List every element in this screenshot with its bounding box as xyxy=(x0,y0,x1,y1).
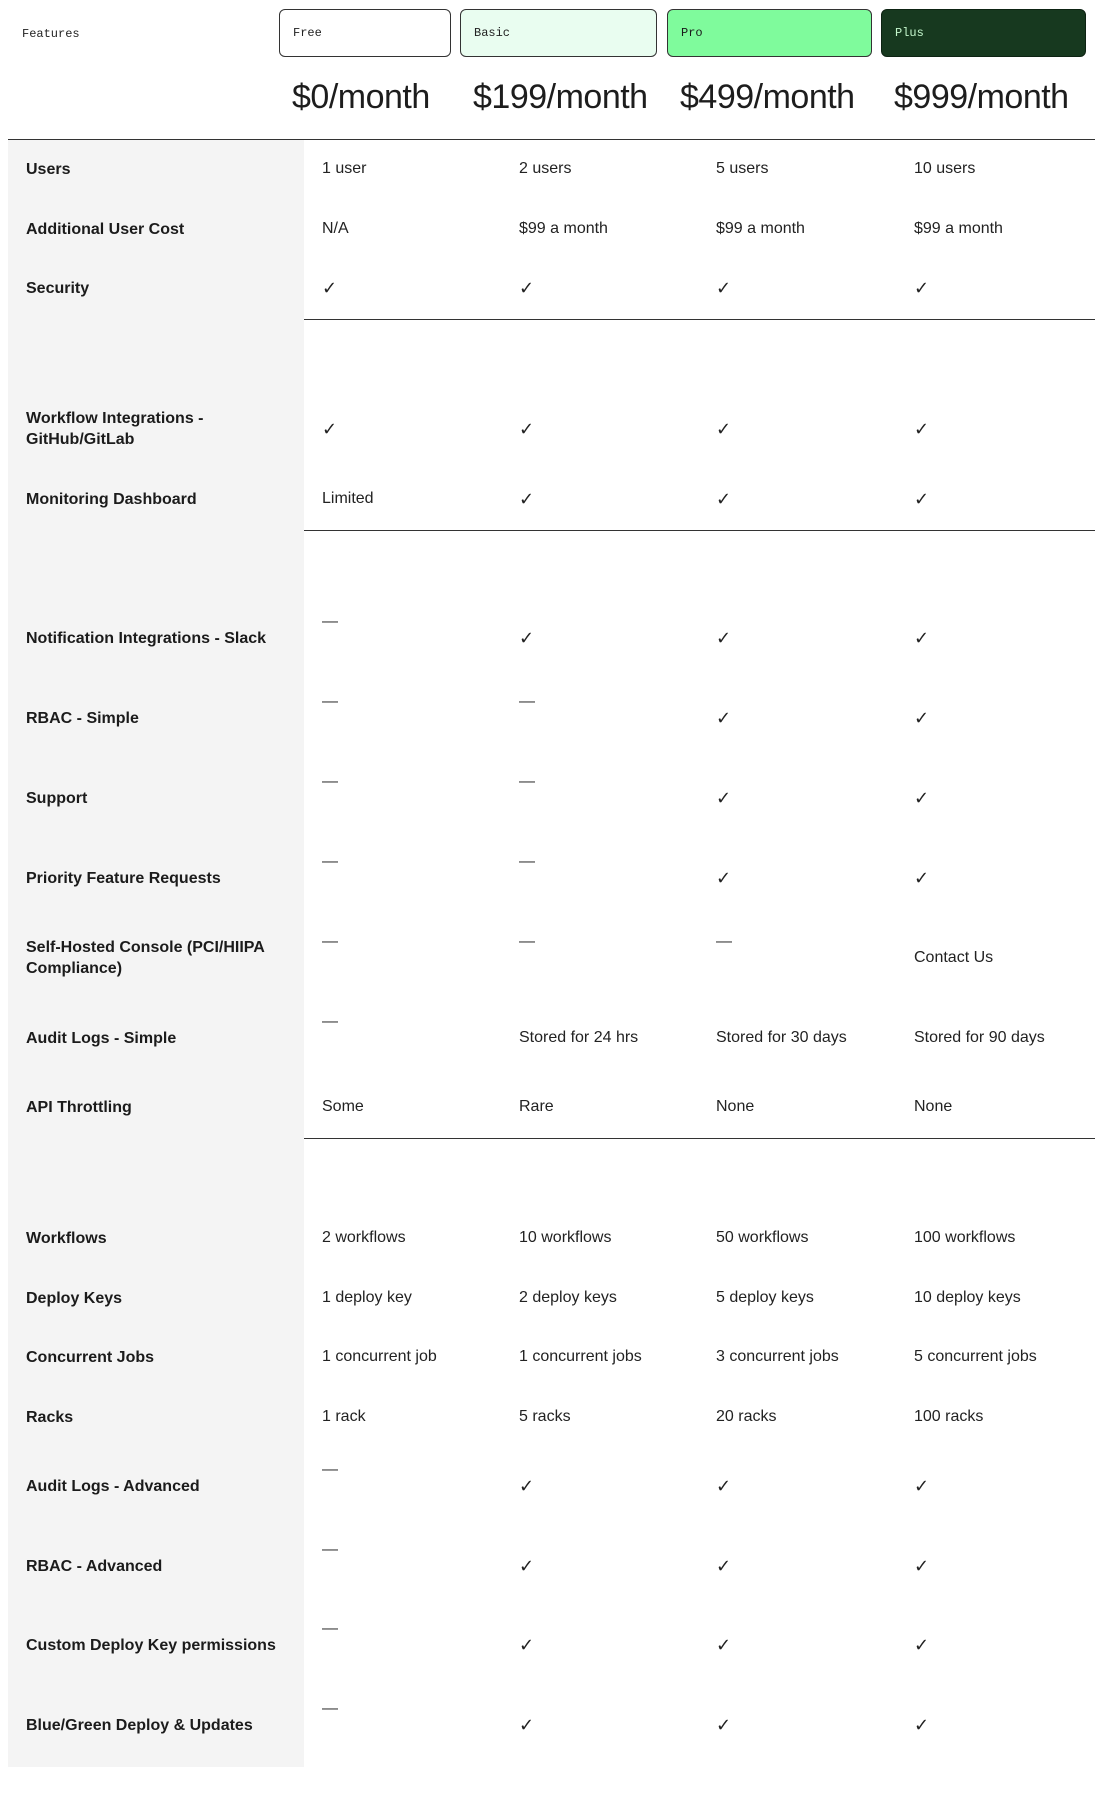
check-icon: ✓ xyxy=(716,278,732,298)
check-icon: ✓ xyxy=(519,1476,535,1496)
cell-pro: 5 users xyxy=(716,160,769,177)
cell-plus: None xyxy=(914,1098,953,1115)
plan-free-button[interactable]: Free xyxy=(279,9,451,57)
feature-label: Audit Logs - Simple xyxy=(26,1029,177,1047)
check-icon: ✓ xyxy=(716,489,732,509)
dash-icon: — xyxy=(322,1541,338,1558)
check-icon: ✓ xyxy=(322,419,338,439)
feature-label: RBAC - Advanced xyxy=(26,1557,163,1575)
cell-free: 1 rack xyxy=(322,1408,366,1425)
feature-label: Audit Logs - Advanced xyxy=(26,1477,200,1495)
check-icon: ✓ xyxy=(716,708,732,728)
check-icon: ✓ xyxy=(519,489,535,509)
check-icon: ✓ xyxy=(716,1635,732,1655)
cell-pro: 5 deploy keys xyxy=(716,1289,814,1306)
check-icon: ✓ xyxy=(322,278,338,298)
features-column-label: Features xyxy=(22,27,80,41)
check-icon: ✓ xyxy=(914,1556,930,1576)
feature-label: Priority Feature Requests xyxy=(26,869,221,887)
check-icon: ✓ xyxy=(716,1556,732,1576)
check-icon: ✓ xyxy=(716,1715,732,1735)
check-icon: ✓ xyxy=(914,1476,930,1496)
cell-pro: Stored for 30 days xyxy=(716,1029,847,1046)
dash-icon: — xyxy=(519,933,535,950)
check-icon: ✓ xyxy=(914,868,930,888)
cell-basic: 5 racks xyxy=(519,1408,571,1425)
cell-free: 1 user xyxy=(322,160,367,177)
check-icon: ✓ xyxy=(716,419,732,439)
cell-pro: None xyxy=(716,1098,755,1115)
dash-icon: — xyxy=(322,773,338,790)
cell-pro: 20 racks xyxy=(716,1408,777,1425)
feature-label: Custom Deploy Key permissions xyxy=(26,1636,276,1654)
feature-label: Additional User Cost xyxy=(26,220,185,238)
cell-plus: 100 racks xyxy=(914,1408,984,1425)
dash-icon: — xyxy=(322,1461,338,1478)
plan-basic-button[interactable]: Basic xyxy=(460,9,657,57)
cell-free: N/A xyxy=(322,220,349,237)
check-icon: ✓ xyxy=(519,628,535,648)
cell-plus: $99 a month xyxy=(914,220,1003,237)
feature-label: Workflow Integrations - GitHub/GitLab xyxy=(26,410,204,448)
price-plus: $999/month xyxy=(894,78,1069,116)
plan-plus-button[interactable]: Plus xyxy=(881,9,1086,57)
cell-basic: $99 a month xyxy=(519,220,608,237)
feature-label: Security xyxy=(26,279,90,297)
cell-plus: 100 workflows xyxy=(914,1229,1016,1246)
feature-label: Monitoring Dashboard xyxy=(26,490,197,508)
feature-label: RBAC - Simple xyxy=(26,709,139,727)
cell-basic: Stored for 24 hrs xyxy=(519,1029,639,1046)
dash-icon: — xyxy=(322,1700,338,1717)
check-icon: ✓ xyxy=(519,278,535,298)
dash-icon: — xyxy=(519,853,535,870)
cell-pro: 50 workflows xyxy=(716,1229,809,1246)
cell-plus: Contact Us xyxy=(914,949,994,966)
cell-free: 1 concurrent job xyxy=(322,1348,437,1365)
cell-plus: 5 concurrent jobs xyxy=(914,1348,1037,1365)
cell-basic: Rare xyxy=(519,1098,554,1115)
check-icon: ✓ xyxy=(716,868,732,888)
cell-free: 1 deploy key xyxy=(322,1289,412,1306)
price-basic: $199/month xyxy=(473,78,648,116)
check-icon: ✓ xyxy=(914,1715,930,1735)
section-divider xyxy=(304,319,1095,320)
check-icon: ✓ xyxy=(914,1635,930,1655)
cell-basic: 2 deploy keys xyxy=(519,1289,617,1306)
cell-free: Some xyxy=(322,1098,364,1115)
feature-label: Deploy Keys xyxy=(26,1289,123,1307)
cell-pro: 3 concurrent jobs xyxy=(716,1348,839,1365)
feature-label: Users xyxy=(26,160,71,178)
check-icon: ✓ xyxy=(716,628,732,648)
pricing-header xyxy=(0,0,1108,140)
dash-icon: — xyxy=(322,1013,338,1030)
dash-icon: — xyxy=(716,933,732,950)
check-icon: ✓ xyxy=(519,1556,535,1576)
check-icon: ✓ xyxy=(914,489,930,509)
price-free: $0/month xyxy=(292,78,430,116)
cell-basic: 10 workflows xyxy=(519,1229,612,1246)
feature-label: API Throttling xyxy=(26,1098,132,1116)
check-icon: ✓ xyxy=(519,1635,535,1655)
cell-plus: 10 users xyxy=(914,160,976,177)
check-icon: ✓ xyxy=(914,788,930,808)
feature-label: Racks xyxy=(26,1408,74,1426)
cell-plus: Stored for 90 days xyxy=(914,1029,1045,1046)
feature-label: Workflows xyxy=(26,1229,107,1247)
cell-free: 2 workflows xyxy=(322,1229,406,1246)
dash-icon: — xyxy=(322,853,338,870)
feature-label: Support xyxy=(26,789,88,807)
check-icon: ✓ xyxy=(716,788,732,808)
dash-icon: — xyxy=(322,613,338,630)
cell-pro: $99 a month xyxy=(716,220,805,237)
check-icon: ✓ xyxy=(914,278,930,298)
dash-icon: — xyxy=(519,693,535,710)
dash-icon: — xyxy=(322,693,338,710)
dash-icon: — xyxy=(322,933,338,950)
section-divider xyxy=(304,530,1095,531)
dash-icon: — xyxy=(519,773,535,790)
check-icon: ✓ xyxy=(914,708,930,728)
feature-label: Notification Integrations - Slack xyxy=(26,629,267,647)
cell-basic: 2 users xyxy=(519,160,572,177)
dash-icon: — xyxy=(322,1620,338,1637)
cell-plus: 10 deploy keys xyxy=(914,1289,1021,1306)
feature-label: Blue/Green Deploy & Updates xyxy=(26,1716,253,1734)
cell-basic: 1 concurrent jobs xyxy=(519,1348,642,1365)
check-icon: ✓ xyxy=(716,1476,732,1496)
section-divider xyxy=(304,1138,1095,1139)
cell-free: Limited xyxy=(322,490,374,507)
check-icon: ✓ xyxy=(914,419,930,439)
check-icon: ✓ xyxy=(519,419,535,439)
feature-label: Self-Hosted Console (PCI/HIIPA Compliance) xyxy=(26,939,265,977)
feature-label: Concurrent Jobs xyxy=(26,1348,155,1366)
check-icon: ✓ xyxy=(914,628,930,648)
plan-pro-button[interactable]: Pro xyxy=(667,9,872,57)
check-icon: ✓ xyxy=(519,1715,535,1735)
price-pro: $499/month xyxy=(680,78,855,116)
